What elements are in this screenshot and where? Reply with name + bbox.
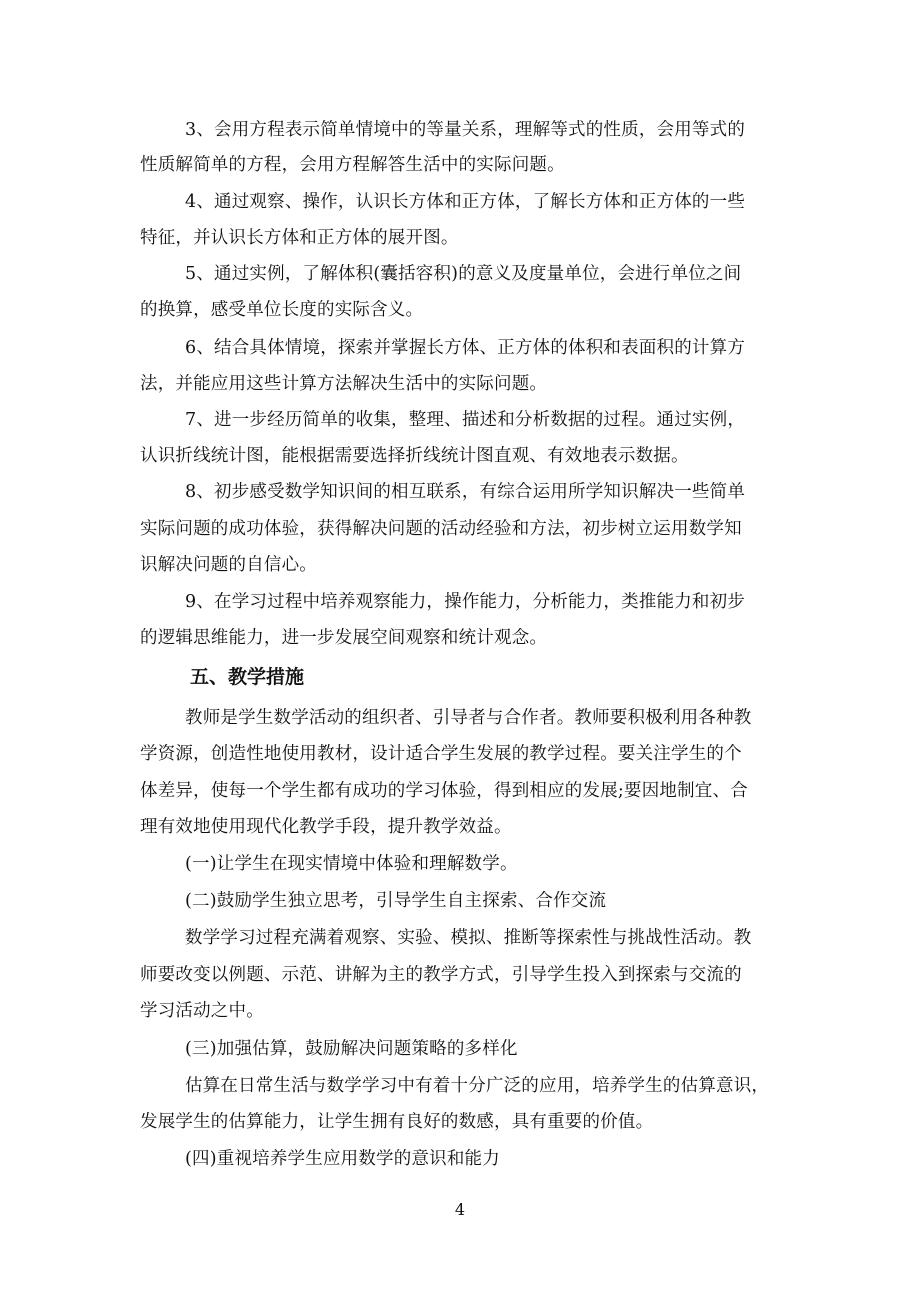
goal-5-line-1: 5、通过实例，了解体积(囊括容积)的意义及度量单位，会进行单位之间	[185, 264, 742, 284]
intro-line-2: 学资源，创造性地使用教材，设计适合学生发展的教学过程。要关注学生的个	[140, 744, 742, 764]
measure-2-body-line-1: 数学学习过程充满着观察、实验、模拟、推断等探索性与挑战性活动。教	[185, 928, 752, 948]
goal-8-line-3: 识解决问题的自信心。	[140, 555, 317, 575]
goal-9-line-2: 的逻辑思维能力，进一步发展空间观察和统计观念。	[140, 628, 548, 648]
section-heading: 五、教学措施	[190, 666, 305, 688]
goal-3-line-1: 3、会用方程表示简单情境中的等量关系，理解等式的性质，会用等式的	[185, 120, 746, 140]
goal-9-line-1: 9、在学习过程中培养观察能力，操作能力，分析能力，类推能力和初步	[185, 592, 746, 612]
measure-2-body-line-2: 师要改变以例题、示范、讲解为主的教学方式，引导学生投入到探索与交流的	[140, 965, 742, 985]
goal-8-line-1: 8、初步感受数学知识间的相互联系，有综合运用所学知识解决一些简单	[185, 482, 746, 502]
goal-7-line-2: 认识折线统计图，能根据需要选择折线统计图直观、有效地表示数据。	[140, 446, 689, 466]
goal-7-line-1: 7、进一步经历简单的收集，整理、描述和分析数据的过程。通过实例，	[185, 410, 746, 430]
measure-4-heading: (四)重视培养学生应用数学的意识和能力	[185, 1149, 500, 1169]
goal-4-line-2: 特征，并认识长方体和正方体的展开图。	[140, 228, 459, 248]
goal-5-line-2: 的换算，感受单位长度的实际含义。	[140, 300, 424, 320]
page-number: 4	[454, 1200, 466, 1219]
measure-2-heading: (二)鼓励学生独立思考，引导学生自主探索、合作交流	[185, 891, 607, 911]
goal-3-line-2: 性质解简单的方程，会用方程解答生活中的实际问题。	[140, 155, 565, 175]
intro-line-1: 教师是学生数学活动的组织者、引导者与合作者。教师要积极利用各种教	[185, 708, 752, 728]
goal-8-line-2: 实际问题的成功体验，获得解决问题的活动经验和方法，初步树立运用数学知	[140, 519, 742, 539]
intro-line-3: 体差异，使每一个学生都有成功的学习体验，得到相应的发展;要因地制宜、合	[140, 781, 748, 801]
measure-2-body-line-3: 学习活动之中。	[140, 1001, 264, 1021]
measure-1-heading: (一)让学生在现实情境中体验和理解数学。	[185, 854, 518, 874]
goal-6-line-1: 6、结合具体情境，探索并掌握长方体、正方体的体积和表面积的计算方	[185, 338, 746, 358]
measure-3-heading: (三)加强估算，鼓励解决问题策略的多样化	[185, 1039, 518, 1059]
intro-line-4: 理有效地使用现代化教学手段，提升教学效益。	[140, 817, 512, 837]
measure-3-body-line-2: 发展学生的估算能力，让学生拥有良好的数感，具有重要的价值。	[140, 1112, 654, 1132]
goal-6-line-2: 法，并能应用这些计算方法解决生活中的实际问题。	[140, 374, 548, 394]
measure-3-body-line-1: 估算在日常生活与数学学习中有着十分广泛的应用，培养学生的估算意识，	[185, 1076, 770, 1096]
goal-4-line-1: 4、通过观察、操作，认识长方体和正方体，了解长方体和正方体的一些	[185, 192, 746, 212]
